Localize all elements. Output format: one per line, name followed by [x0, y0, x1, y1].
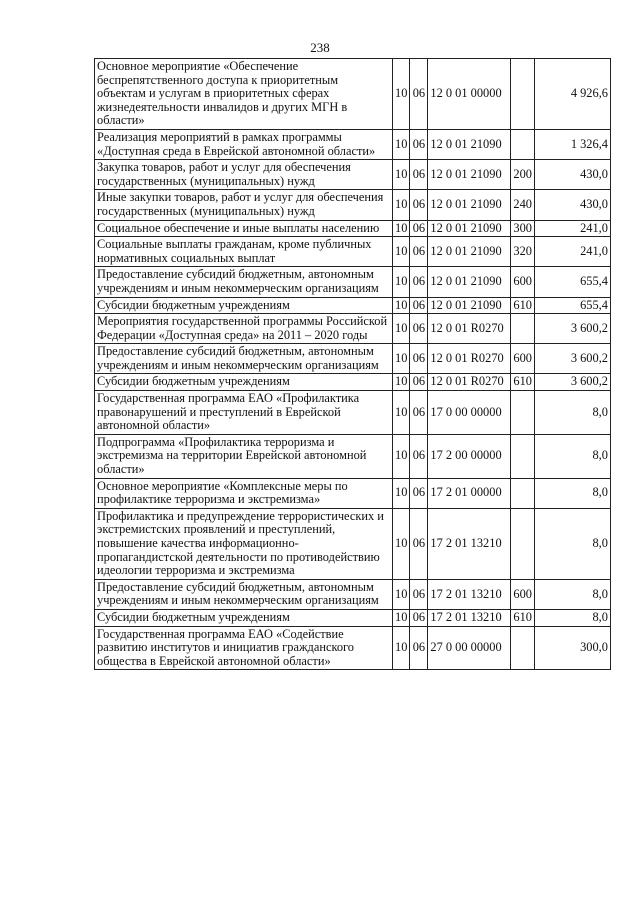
expense-type-cell: 610: [511, 297, 535, 314]
subsection-code-cell: 06: [410, 391, 428, 435]
target-article-cell: 27 0 00 00000: [428, 626, 511, 670]
expense-name-cell: Государственная программа ЕАО «Профилактика правонарушений и преступлений в Еврейской автономной области»: [95, 391, 393, 435]
target-article-cell: 12 0 01 R0270: [428, 344, 511, 374]
expense-name-cell: Мероприятия государственной программы Российской Федерации «Доступная среда» на 2011 – 2020 годы: [95, 314, 393, 344]
section-code-cell: 10: [393, 391, 410, 435]
subsection-code-cell: 06: [410, 478, 428, 508]
expense-name-cell: Профилактика и предупреждение террористических и экстремистских проявлений и преступлений, повышение качества информационно-пропагандистской деятельности по противодействию идеологии терроризма и экстремизма: [95, 508, 393, 579]
amount-cell: 655,4: [534, 297, 610, 314]
table-row: [95, 314, 611, 344]
expense-name-cell: Предоставление субсидий бюджетным, автономным учреждениям и иным некоммерческим организациям: [95, 344, 393, 374]
subsection-code-cell: 06: [410, 237, 428, 267]
target-article-cell: 12 0 01 21090: [428, 267, 511, 297]
subsection-code-cell: 06: [410, 297, 428, 314]
expense-type-cell: 610: [511, 374, 535, 391]
expense-type-cell: [511, 314, 535, 344]
section-code-cell: 10: [393, 267, 410, 297]
section-code-cell: 10: [393, 237, 410, 267]
target-article-cell: 17 2 00 00000: [428, 434, 511, 478]
amount-cell: 8,0: [534, 579, 610, 609]
expense-name-cell: Субсидии бюджетным учреждениям: [95, 609, 393, 626]
expense-type-cell: [511, 129, 535, 159]
subsection-code-cell: 06: [410, 314, 428, 344]
table-row: [95, 626, 611, 670]
section-code-cell: 10: [393, 626, 410, 670]
subsection-code-cell: 06: [410, 344, 428, 374]
amount-cell: 300,0: [534, 626, 610, 670]
target-article-cell: 12 0 01 21090: [428, 220, 511, 237]
expense-name-cell: Предоставление субсидий бюджетным, автономным учреждениям и иным некоммерческим организациям: [95, 579, 393, 609]
expense-type-cell: 600: [511, 579, 535, 609]
target-article-cell: 12 0 01 R0270: [428, 374, 511, 391]
expense-type-cell: [511, 434, 535, 478]
table-row: [95, 190, 611, 220]
expense-name-cell: Субсидии бюджетным учреждениям: [95, 374, 393, 391]
amount-cell: 430,0: [534, 190, 610, 220]
expense-name-cell: Государственная программа ЕАО «Содействие развитию институтов и инициатив гражданского общества в Еврейской автономной области»: [95, 626, 393, 670]
subsection-code-cell: 06: [410, 579, 428, 609]
section-code-cell: 10: [393, 579, 410, 609]
section-code-cell: 10: [393, 434, 410, 478]
amount-cell: 8,0: [534, 609, 610, 626]
table-row: [95, 129, 611, 159]
expense-type-cell: 320: [511, 237, 535, 267]
target-article-cell: 12 0 01 21090: [428, 129, 511, 159]
amount-cell: 430,0: [534, 160, 610, 190]
target-article-cell: 17 2 01 13210: [428, 508, 511, 579]
expense-name-cell: Социальное обеспечение и иные выплаты населению: [95, 220, 393, 237]
budget-table: [94, 58, 611, 670]
target-article-cell: 17 2 01 13210: [428, 579, 511, 609]
section-code-cell: 10: [393, 129, 410, 159]
table-row: [95, 478, 611, 508]
expense-type-cell: [511, 478, 535, 508]
expense-type-cell: [511, 626, 535, 670]
expense-name-cell: Реализация мероприятий в рамках программы «Доступная среда в Еврейской автономной области»: [95, 129, 393, 159]
section-code-cell: 10: [393, 344, 410, 374]
expense-type-cell: [511, 59, 535, 130]
target-article-cell: 12 0 01 21090: [428, 297, 511, 314]
subsection-code-cell: 06: [410, 626, 428, 670]
target-article-cell: 17 2 01 00000: [428, 478, 511, 508]
expense-name-cell: Субсидии бюджетным учреждениям: [95, 297, 393, 314]
target-article-cell: 12 0 01 R0270: [428, 314, 511, 344]
section-code-cell: 10: [393, 609, 410, 626]
target-article-cell: 17 2 01 13210: [428, 609, 511, 626]
table-row: [95, 609, 611, 626]
target-article-cell: 17 0 00 00000: [428, 391, 511, 435]
amount-cell: 655,4: [534, 267, 610, 297]
subsection-code-cell: 06: [410, 508, 428, 579]
amount-cell: 8,0: [534, 508, 610, 579]
amount-cell: 8,0: [534, 434, 610, 478]
expense-name-cell: Основное мероприятие «Обеспечение беспрепятственного доступа к приоритетным объектам и услугам в приоритетных сферах жизнедеятельности инвалидов и других МГН в области»: [95, 59, 393, 130]
amount-cell: 3 600,2: [534, 344, 610, 374]
amount-cell: 3 600,2: [534, 314, 610, 344]
section-code-cell: 10: [393, 59, 410, 130]
section-code-cell: 10: [393, 190, 410, 220]
table-row: [95, 160, 611, 190]
section-code-cell: 10: [393, 314, 410, 344]
table-row: [95, 237, 611, 267]
expense-type-cell: [511, 391, 535, 435]
target-article-cell: 12 0 01 21090: [428, 160, 511, 190]
table-row: [95, 344, 611, 374]
amount-cell: 4 926,6: [534, 59, 610, 130]
section-code-cell: 10: [393, 508, 410, 579]
subsection-code-cell: 06: [410, 609, 428, 626]
subsection-code-cell: 06: [410, 129, 428, 159]
subsection-code-cell: 06: [410, 220, 428, 237]
expense-type-cell: 300: [511, 220, 535, 237]
expense-type-cell: 240: [511, 190, 535, 220]
table-row: [95, 220, 611, 237]
expense-name-cell: Основное мероприятие «Комплексные меры по профилактике терроризма и экстремизма»: [95, 478, 393, 508]
expense-type-cell: 200: [511, 160, 535, 190]
amount-cell: 3 600,2: [534, 374, 610, 391]
expense-name-cell: Подпрограмма «Профилактика терроризма и экстремизма на территории Еврейской автономной области»: [95, 434, 393, 478]
expense-type-cell: 610: [511, 609, 535, 626]
subsection-code-cell: 06: [410, 160, 428, 190]
expense-type-cell: 600: [511, 267, 535, 297]
expense-name-cell: Предоставление субсидий бюджетным, автономным учреждениям и иным некоммерческим организациям: [95, 267, 393, 297]
amount-cell: 8,0: [534, 478, 610, 508]
table-row: [95, 59, 611, 130]
expense-type-cell: [511, 508, 535, 579]
section-code-cell: 10: [393, 160, 410, 190]
section-code-cell: 10: [393, 374, 410, 391]
section-code-cell: 10: [393, 478, 410, 508]
subsection-code-cell: 06: [410, 434, 428, 478]
expense-type-cell: 600: [511, 344, 535, 374]
subsection-code-cell: 06: [410, 190, 428, 220]
amount-cell: 241,0: [534, 220, 610, 237]
subsection-code-cell: 06: [410, 267, 428, 297]
table-row: [95, 508, 611, 579]
table-row: [95, 579, 611, 609]
expense-name-cell: Закупка товаров, работ и услуг для обеспечения государственных (муниципальных) нужд: [95, 160, 393, 190]
page-number: 238: [310, 40, 330, 55]
table-row: [95, 374, 611, 391]
subsection-code-cell: 06: [410, 59, 428, 130]
section-code-cell: 10: [393, 297, 410, 314]
expense-name-cell: Социальные выплаты гражданам, кроме публичных нормативных социальных выплат: [95, 237, 393, 267]
target-article-cell: 12 0 01 21090: [428, 190, 511, 220]
amount-cell: 241,0: [534, 237, 610, 267]
target-article-cell: 12 0 01 00000: [428, 59, 511, 130]
section-code-cell: 10: [393, 220, 410, 237]
budget-table-body: [95, 59, 611, 670]
target-article-cell: 12 0 01 21090: [428, 237, 511, 267]
subsection-code-cell: 06: [410, 374, 428, 391]
table-row: [95, 391, 611, 435]
table-row: [95, 434, 611, 478]
table-row: [95, 267, 611, 297]
amount-cell: 1 326,4: [534, 129, 610, 159]
table-row: [95, 297, 611, 314]
expense-name-cell: Иные закупки товаров, работ и услуг для обеспечения государственных (муниципальных) нужд: [95, 190, 393, 220]
amount-cell: 8,0: [534, 391, 610, 435]
